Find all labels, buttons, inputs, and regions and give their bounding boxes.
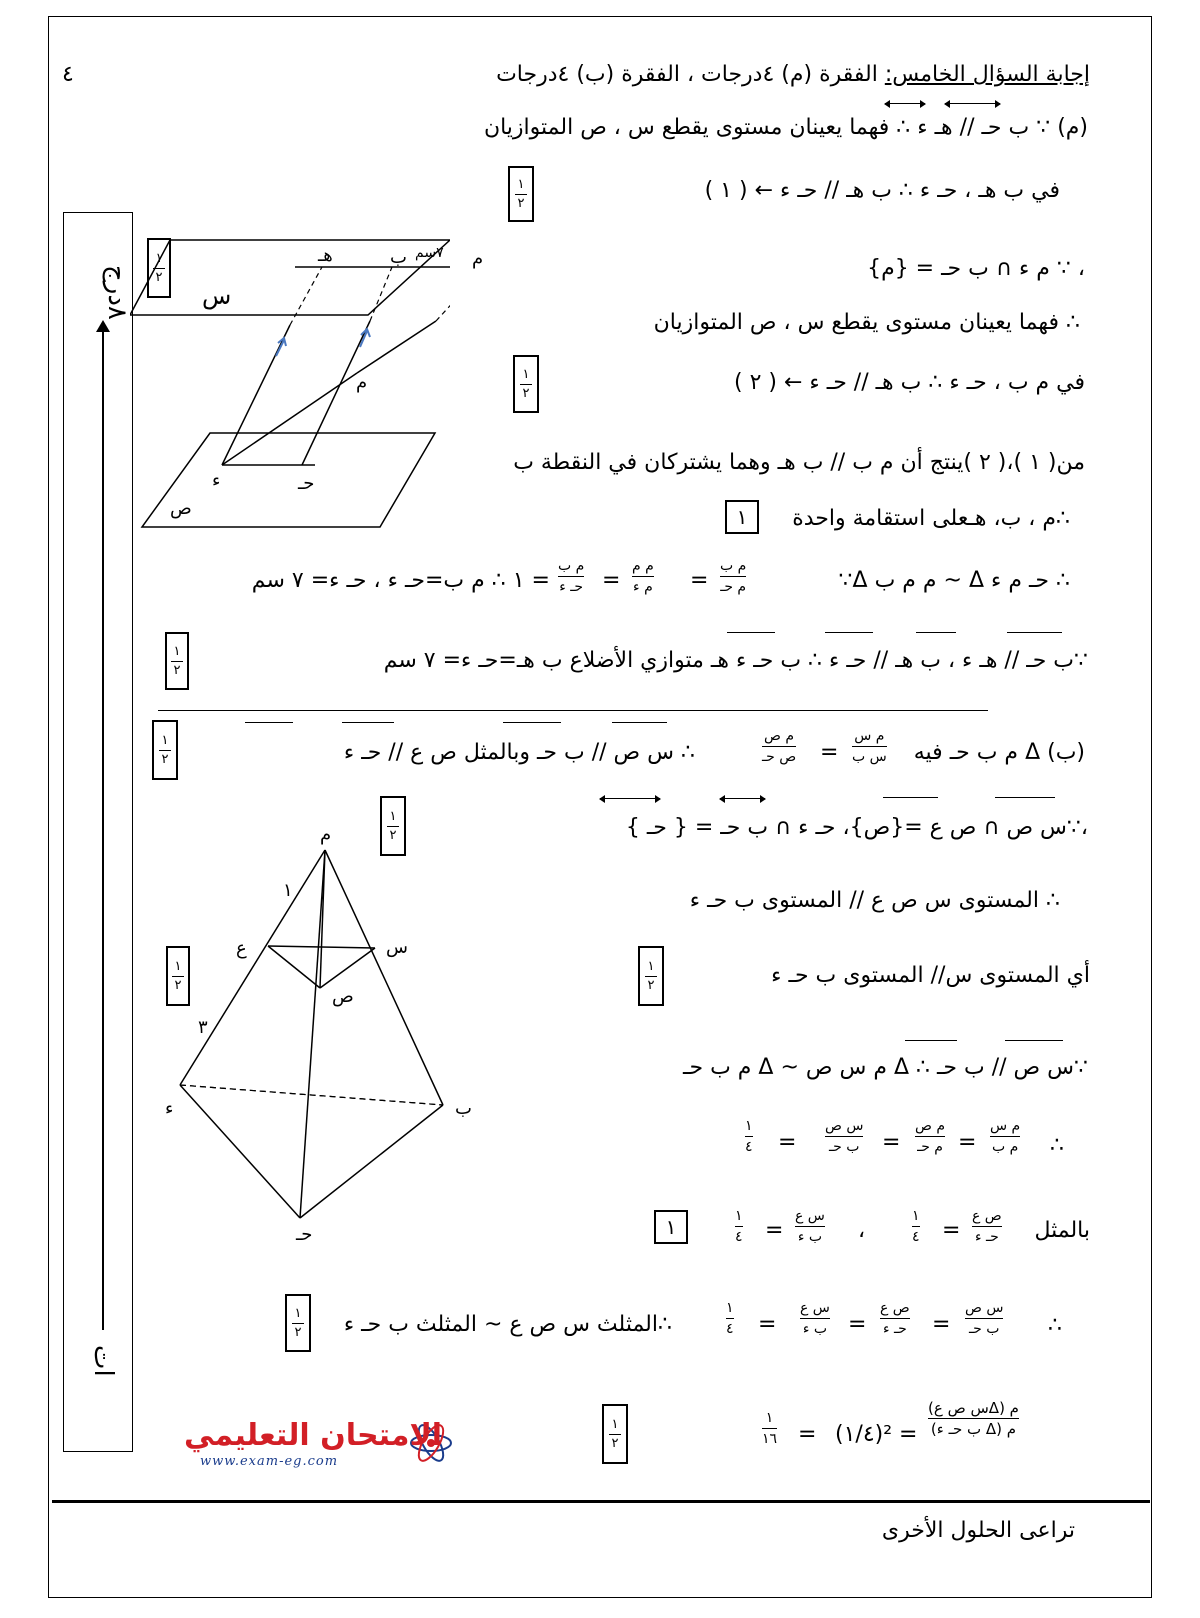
partA-line7: ∴م ، ب، هـعلى استقامة واحدة — [792, 506, 1070, 531]
mark-half: ١ ٢ — [602, 1404, 628, 1464]
partB-line7-label: بالمثل — [1034, 1218, 1090, 1243]
ratio-fraction: م م م ء — [632, 558, 654, 595]
mark-half: ١ ٢ — [285, 1294, 311, 1352]
label-c: حـ — [298, 473, 315, 494]
question-header — [496, 62, 1090, 87]
figure-parallel-planes — [130, 225, 450, 535]
line-arrow — [720, 795, 765, 803]
partA-line8-end: = ١ ∴ م ب=حـ ء ، حـ ء= ٧ سم — [251, 568, 550, 593]
partB-line1b: ∴ س ص // ب حـ وبالمثل ص ع // حـ ء — [343, 740, 695, 765]
equals-sign: = — [690, 568, 709, 593]
segment-bar — [995, 797, 1055, 798]
comma: ، — [858, 1218, 866, 1243]
equals-sign: = — [820, 740, 839, 765]
sidebar-grade-top: ٨درج — [102, 265, 132, 320]
footer-note: تراعى الحلول الأخرى — [881, 1518, 1075, 1543]
partB-line4: أي المستوى س// المستوى ب حـ ء — [771, 963, 1090, 988]
segment-bar — [503, 722, 561, 723]
label-d: ء — [212, 470, 221, 491]
equals-sign: = — [765, 1218, 784, 1243]
area-ratio: م (Δس ص ع) م (Δ ب حـ ء) — [928, 1399, 1019, 1438]
ratio-fraction: م س م ب — [990, 1118, 1021, 1155]
ratio-fraction: ١ ٤ — [912, 1208, 920, 1245]
ratio-fraction: ص ع حـ ء — [880, 1300, 910, 1337]
mark-half: ١ ٢ — [380, 796, 406, 856]
therefore-sign: ∴ — [1050, 1133, 1064, 1158]
sidebar-line — [102, 330, 104, 1330]
mark-half: ١ ٢ — [513, 355, 539, 413]
segment-bar — [883, 797, 938, 798]
logo-name: الامتحان التعليمي — [184, 1418, 443, 1453]
label-c: حـ — [296, 1224, 313, 1245]
segment-bar — [342, 722, 394, 723]
equals-sign: = — [602, 568, 621, 593]
label-dimension: ٧سم — [415, 245, 444, 261]
partA-line9: ∵ب حـ // هـ ء ، ب هـ // حـ ء ∴ ب حـ ء هـ متوازي الأضلاع ب هـ=حـ ء= ٧ سم — [383, 648, 1088, 673]
label-b: ب — [390, 247, 407, 268]
partA-line8: ∵Δ م م ب ~ Δ حـ م ء ∴ — [838, 568, 1070, 593]
partB-line2: ،∵س ص ∩ ص ع ={ص}، حـ ء ∩ ب حـ = { حـ } — [625, 815, 1088, 840]
grade-sidebar — [63, 212, 133, 1452]
ratio-fraction: ١ ٤ — [735, 1208, 743, 1245]
ratio-fraction: ١ ٤ — [726, 1300, 734, 1337]
ratio-fraction: س ص ب حـ — [965, 1300, 1004, 1337]
line-arrow — [600, 795, 660, 803]
ratio-fraction: م ب حـ ء — [558, 558, 585, 595]
page-number: ٤ — [62, 62, 74, 87]
ratio-fraction: ص ع حـ ء — [972, 1208, 1002, 1245]
mark-half: ١ ٢ — [147, 238, 171, 298]
equals-sign: = — [778, 1130, 797, 1155]
label-h: هـ — [318, 245, 333, 266]
equals-sign: = — [758, 1312, 777, 1337]
partB-line5: ∵س ص // ب حـ ∴ Δ م س ص ~ Δ م ب حـ — [683, 1055, 1088, 1080]
partB-line8: ∴المثلث س ص ع ~ المثلث ب حـ ء — [343, 1312, 672, 1337]
ratio-fraction: م ص ص حـ — [762, 728, 797, 765]
line-arrow — [945, 100, 1000, 108]
mark-one: ١ — [725, 500, 759, 534]
ratio-fraction: س ع ب ء — [800, 1300, 830, 1337]
segment-bar — [612, 722, 667, 723]
label-a: ع — [236, 938, 247, 959]
partA-line1: (م) ∵ ب حـ // هـ ء ∴ فهما يعينان مستوى يقطع س ، ص المتوازيان — [483, 115, 1088, 140]
equals-sign: = — [932, 1312, 951, 1337]
label-plane-s: س — [202, 282, 232, 310]
area-result: ١ ١٦ — [762, 1410, 778, 1447]
partA-line5: في م ب ، حـ ء ∴ ب هـ // حـ ء ← ( ٢ ) — [734, 370, 1085, 395]
figure-pyramid — [165, 840, 475, 1230]
segment-bar — [727, 632, 775, 633]
partB-line3: ∴ المستوى س ص ع // المستوى ب حـ ء — [689, 888, 1060, 913]
footer-rule — [52, 1500, 1150, 1503]
mark-half: ١ ٢ — [165, 632, 189, 690]
mark-half: ١ ٢ — [152, 720, 178, 780]
ratio-fraction: م ب م حـ — [720, 558, 747, 595]
equals-sign: = — [942, 1218, 961, 1243]
partA-line4: ∴ فهما يعينان مستوى يقطع س ، ص المتوازيان — [653, 310, 1080, 335]
partA-line3: ، ∵ م ء ∩ ب حـ = {م} — [867, 256, 1085, 281]
ratio-fraction: م ص م حـ — [915, 1118, 946, 1155]
label-d: ء — [165, 1098, 174, 1119]
label-p: ص — [332, 986, 354, 1007]
partB-line1a: (ب) Δ م ب حـ فيه — [913, 740, 1085, 765]
sidebar-grade-bottom: ات — [88, 1345, 118, 1377]
logo-url: www.exam-eg.com — [200, 1454, 339, 1469]
segment-bar — [905, 1040, 957, 1041]
mark-half: ١ ٢ — [508, 166, 534, 222]
section-divider — [158, 710, 988, 711]
equals-sign: = — [882, 1130, 901, 1155]
mark-half: ١ ٢ — [638, 946, 664, 1006]
label-m-mid: م — [356, 372, 368, 393]
segment-bar — [1005, 1040, 1063, 1041]
line-arrow — [885, 100, 925, 108]
equals-sign: = — [798, 1422, 817, 1447]
label-plane-p: ص — [170, 498, 192, 519]
mark-one: ١ — [654, 1210, 688, 1244]
sidebar-arrow-icon — [96, 320, 110, 332]
header-marks: الفقرة (م) ٤درجات ، الفقرة (ب) ٤درجات — [496, 62, 878, 87]
ratio-fraction: ١ ٤ — [745, 1118, 753, 1155]
ratio-fraction: س ص ب حـ — [825, 1118, 864, 1155]
label-m-top: م — [472, 248, 484, 269]
area-rhs: (١/٤)² = — [835, 1422, 918, 1447]
ratio-fraction: س ع ب ء — [795, 1208, 825, 1245]
segment-bar — [916, 632, 956, 633]
label-apex: م — [320, 824, 332, 845]
therefore-sign: ∴ — [1048, 1313, 1062, 1338]
label-b: ب — [455, 1098, 472, 1119]
partA-line6: من( ١ )،( ٢ )ينتج أن م ب // ب هـ وهما يشتركان في النقطة ب — [513, 450, 1085, 475]
equals-sign: = — [848, 1312, 867, 1337]
header-title: إجابة السؤال الخامس: — [884, 62, 1090, 87]
label-length-3: ٣ — [198, 1017, 208, 1038]
equals-sign: = — [958, 1130, 977, 1155]
label-s: س — [386, 937, 408, 958]
label-length-1: ١ — [283, 880, 293, 901]
segment-bar — [1007, 632, 1062, 633]
mark-half: ١ ٢ — [166, 946, 190, 1006]
segment-bar — [825, 632, 873, 633]
segment-bar — [245, 722, 293, 723]
ratio-fraction: م س س ب — [852, 728, 887, 765]
partA-line2: في ب هـ ، حـ ء ∴ ب هـ // حـ ء ← ( ١ ) — [704, 178, 1060, 203]
